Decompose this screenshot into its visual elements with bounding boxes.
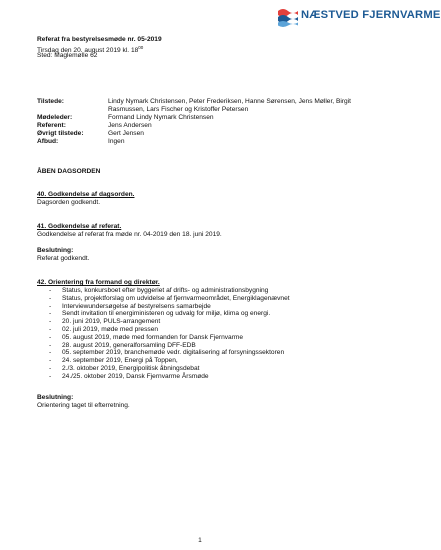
list-item: - 24. september 2019, Energi på Toppen, — [49, 357, 178, 365]
list-item: - 24./25. oktober 2019, Dansk Fjernvarme Årsmøde — [49, 372, 209, 380]
list-item: - 20. juni 2019, PULS-arrangement — [49, 318, 161, 326]
list-item: - Status, projektforslag om udvidelse af fjernvarmeområdet, Energiklagenævnet — [49, 294, 290, 302]
participants-value: Gert Jensen — [108, 130, 144, 137]
list-item: - Status, konkursboet efter byggeriet af drifts- og administrationsbygning — [49, 287, 269, 294]
agenda-heading: ÅBEN DAGSORDEN — [37, 168, 101, 175]
participants-label: Øvrigt tilstede: — [37, 130, 84, 137]
meeting-place: Sted: Maglemølle 62 — [37, 52, 98, 59]
waves-logo-icon — [277, 7, 299, 27]
list-item: - 28. august 2019, generalforsamling DFF-EDB — [49, 341, 196, 349]
participants-label: Afbud: — [37, 138, 59, 145]
item-42-heading: 42. Orientering fra formand og direktør. — [37, 279, 160, 286]
participants-label: Mødeleder: — [37, 114, 73, 121]
document-title: Referat fra bestyrelsesmøde nr. 05-2019 — [37, 36, 162, 43]
item-41-decision-label: Beslutning: — [37, 247, 74, 254]
list-item: - 02. juli 2019, møde med pressen — [49, 325, 159, 333]
participants-value: Formand Lindy Nymark Christensen — [108, 114, 214, 121]
page-number: 1 — [198, 537, 202, 544]
list-item: - Interviewundersøgelse af bestyrelsens samarbejde — [49, 302, 211, 310]
list-item: - 05. august 2019, møde med formanden for Dansk Fjernvarme — [49, 333, 244, 341]
meeting-date: Tirsdag den 20. august 2019 kl. $18^{00}$ — [37, 45, 144, 54]
item-42-decision-text: Orientering taget til efterretning. — [37, 402, 130, 409]
item-41-heading: 41. Godkendelse af referat. — [37, 223, 122, 230]
item-41-text: Godkendelse af referat fra møde nr. 04-2019 den 18. juni 2019. — [37, 231, 222, 238]
participants-label: Tilstede: — [37, 98, 64, 105]
participants-value: Jens Andersen — [108, 122, 152, 129]
item-42-bullet-list — [37, 287, 290, 381]
item-40-heading: 40. Godkendelse af dagsorden. — [37, 191, 135, 198]
list-item: - 2./3. oktober 2019, Energipolitisk åbningsdebat — [49, 364, 200, 372]
item-40-text: Dagsorden godkendt. — [37, 199, 101, 206]
item-42-decision-label: Beslutning: — [37, 394, 74, 401]
participants-value: Ingen — [108, 138, 125, 145]
list-item: - Sendt invitation til energiministeren og udvalg for miljø, klima og energi. — [49, 310, 271, 318]
item-41-decision-text: Referat godkendt. — [37, 255, 90, 262]
logo-wordmark: NÆSTVED FJERNVARME — [301, 9, 441, 21]
list-item: - 05. september 2019, branchemøde vedr. digitalisering af forsyningssektoren — [49, 349, 285, 357]
company-logo — [277, 6, 441, 28]
participants-value: Lindy Nymark Christensen, Peter Frederiksen, Hanne Sørensen, Jens Møller, Birgit Rasmussen, Lars Fischer og Kristoffer Petersen — [108, 98, 351, 113]
participants-label: Referent: — [37, 122, 66, 129]
